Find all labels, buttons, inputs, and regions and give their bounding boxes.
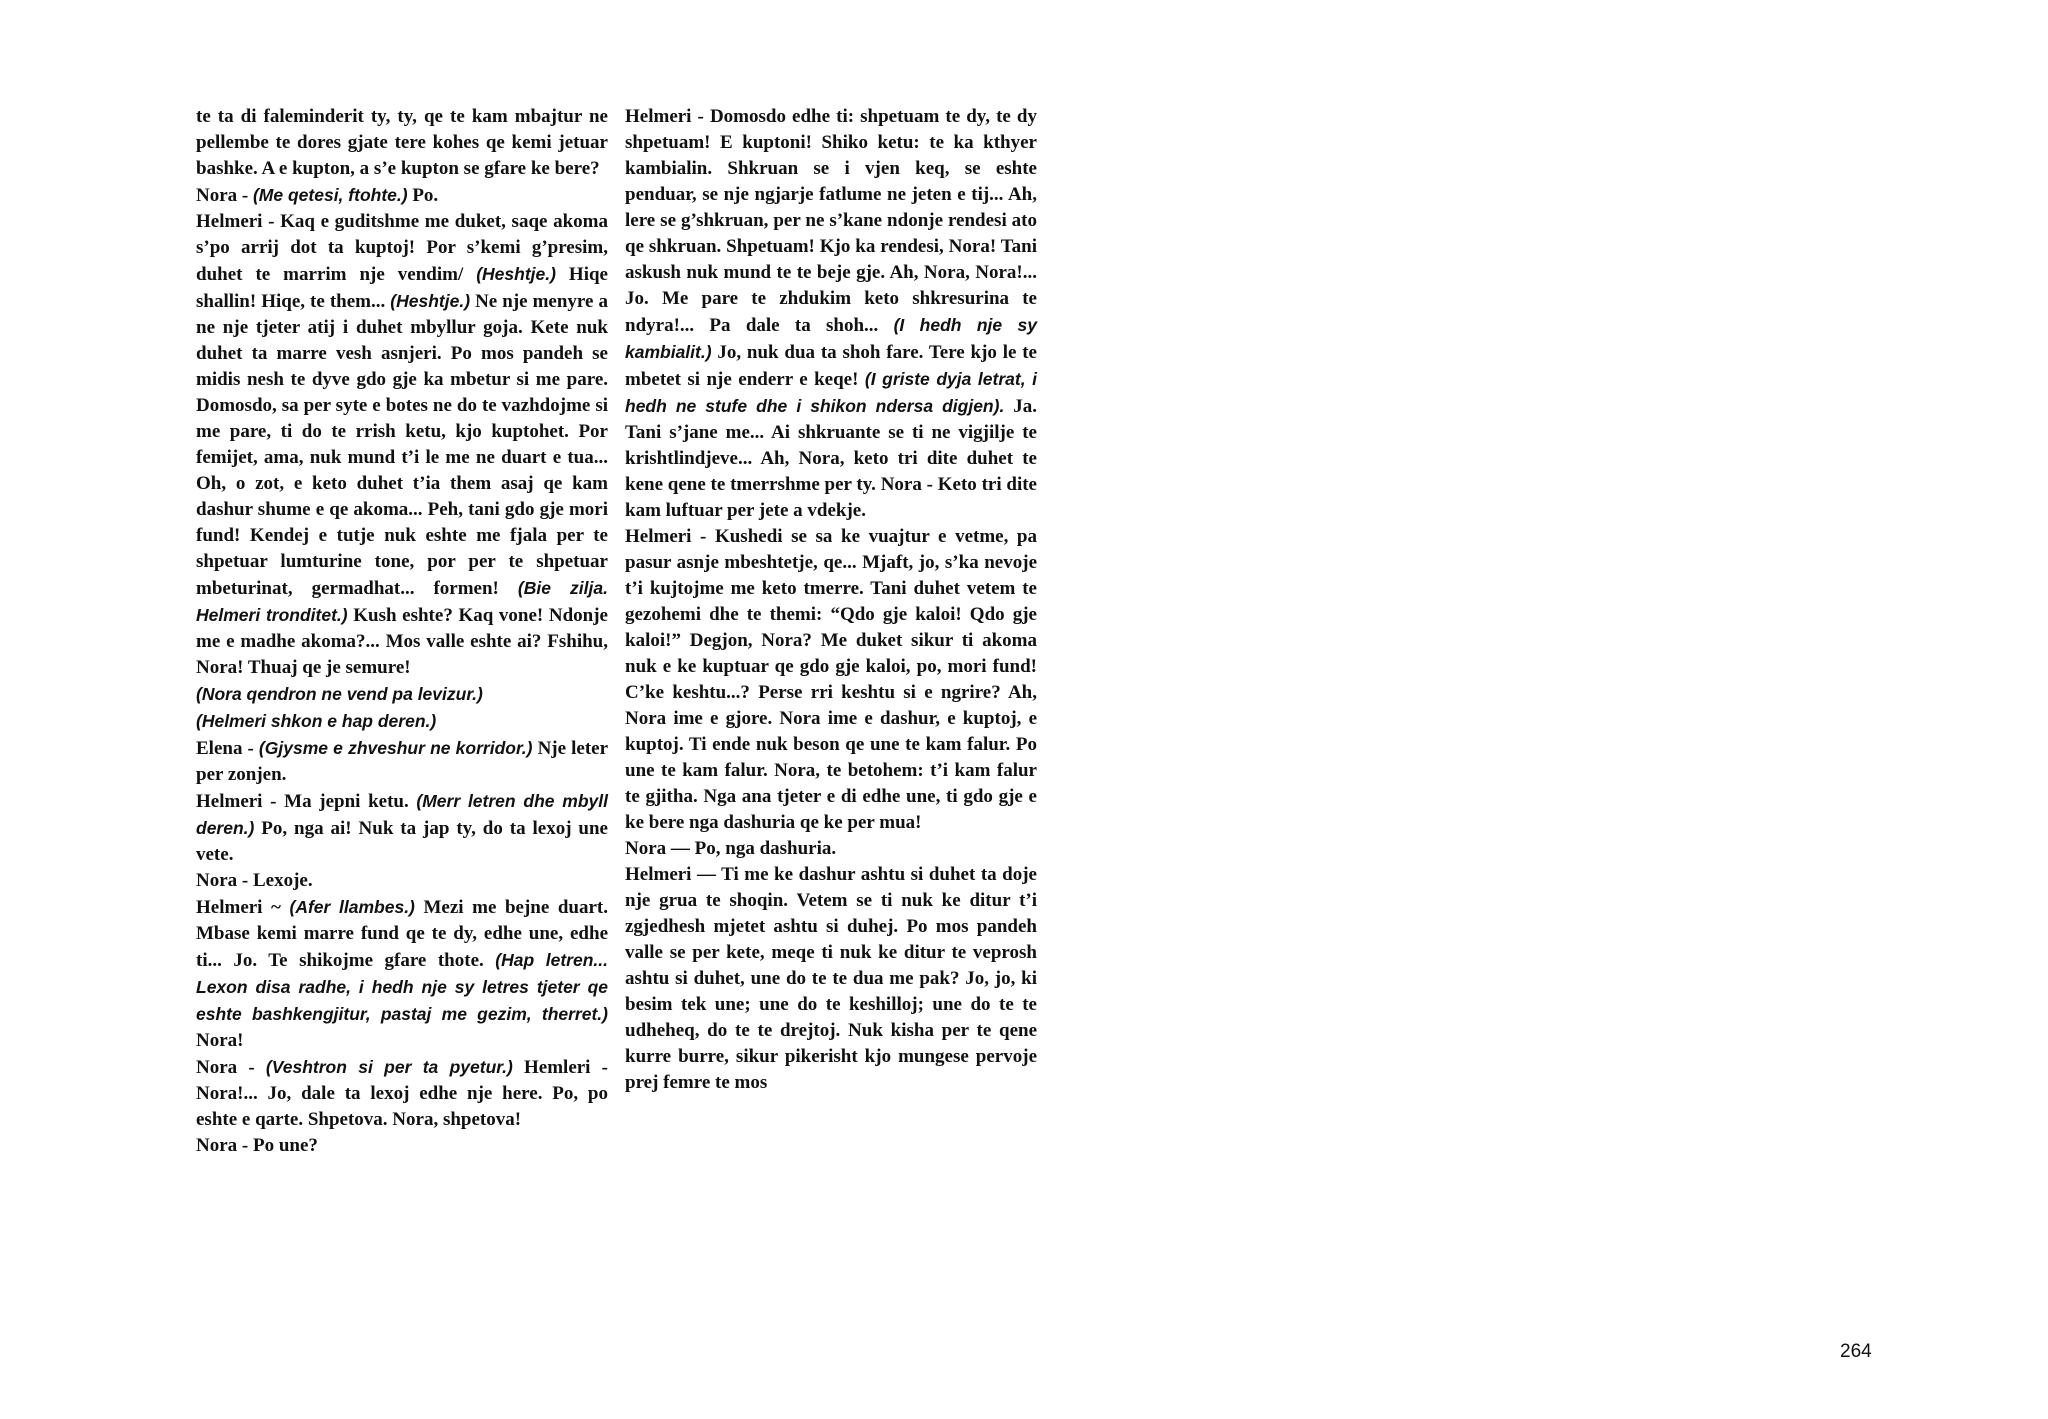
stage-direction: (Helmeri shkon e hap deren.) — [196, 711, 437, 731]
dialogue-text: Nje leter per zonjen. — [196, 738, 609, 785]
dialogue-text: Nora! — [196, 1030, 244, 1051]
dialogue-paragraph — [196, 708, 608, 735]
dialogue-paragraph — [196, 1133, 608, 1159]
dialogue-text: Nora — Po, nga dashuria. — [625, 838, 837, 859]
dialogue-paragraph — [196, 681, 608, 708]
stage-direction: (Hap letren... Lexon disa radhe, i hedh nje sy letres tjeter qe eshte bashkengjitur, pastaj me gezim, therret.) — [196, 950, 608, 1024]
dialogue-paragraph — [625, 524, 1037, 836]
left-column — [196, 104, 608, 1159]
dialogue-text: Helmeri - Kaq e guditshme me duket, saqe akoma s’po arrij dot ta kuptoj! Por s’kemi g’presim, duhet te marrim nje vendim/ — [196, 211, 608, 285]
dialogue-text: Hemleri - Nora!... Jo, dale ta lexoj edhe nje here. Po, po eshte e qarte. Shpetova. Nora, shpetova! — [196, 1057, 608, 1130]
right-column — [625, 104, 1037, 1096]
stage-direction: (Veshtron si per ta pyetur.) — [265, 1057, 513, 1077]
dialogue-text: Mezi me bejne duart. Mbase kemi marre fund qe te dy, edhe une, edhe ti... Jo. Te shikojme gfare thote. — [196, 897, 609, 971]
dialogue-paragraph — [196, 894, 608, 1054]
dialogue-text: Nora - — [196, 185, 253, 206]
stage-direction: (I griste dyja letrat, i hedh ne stufe dhe i shikon ndersa digjen). — [625, 369, 1038, 416]
stage-direction: (Me qetesi, ftohte.) — [252, 185, 408, 205]
dialogue-text: Kush eshte? Kaq vone! Ndonje me e madhe akoma?... Mos valle eshte ai? Fshihu, Nora! Thuaj qe je semure! — [196, 605, 608, 678]
stage-direction: (Heshtje.) — [476, 264, 556, 284]
dialogue-text: te ta di faleminderit ty, ty, qe te kam mbajtur ne pellembe te dores gjate tere kohes qe kemi jetuar bashke. A e kupton, a s’e kupton se gfare ke bere? — [196, 106, 608, 179]
dialogue-text: Po, nga ai! Nuk ta jap ty, do ta lexoj une vete. — [196, 818, 608, 865]
stage-direction: (Heshtje.) — [390, 291, 471, 311]
page-number: 264 — [1840, 1341, 1872, 1362]
dialogue-paragraph — [196, 788, 608, 868]
dialogue-text: Nora - Po une? — [196, 1135, 318, 1156]
dialogue-paragraph — [196, 209, 608, 681]
dialogue-paragraph — [625, 862, 1037, 1096]
stage-direction: (I hedh nje sy kambialit.) — [625, 315, 1037, 362]
stage-direction: (Nora qendron ne vend pa levizur.) — [196, 684, 483, 704]
dialogue-text: Elena - — [196, 738, 259, 759]
dialogue-paragraph — [196, 1054, 608, 1133]
dialogue-text: Helmeri - Ma jepni ketu. — [196, 791, 417, 812]
dialogue-text: Helmeri - Domosdo edhe ti: shpetuam te dy, te dy shpetuam! E kuptoni! Shiko ketu: te ka kthyer kambialin. Shkruan se i vjen keq, se eshte penduar, se nje ngjarje fatlume ne jeten e tij... Ah, lere se g’shkruan, per ne s’kane ndonje rendesi ato qe shkruan. Shpetuam! Kjo ka rendesi, Nora! Tani askush nuk mund te te beje gje. Ah, Nora, Nora!... Jo. Me pare te zhdukim keto shkresurina te ndyra!... Pa dale ta shoh... — [625, 106, 1037, 336]
dialogue-text: Hiqe shallin! Hiqe, te them... — [196, 264, 608, 312]
dialogue-paragraph — [196, 868, 608, 894]
stage-direction: (Gjysme e zhveshur ne korridor.) — [258, 738, 533, 758]
dialogue-text: Nora - Lexoje. — [196, 870, 313, 891]
dialogue-text: Nora - — [196, 1057, 266, 1078]
dialogue-text: Helmeri ~ — [196, 897, 290, 918]
dialogue-text: Po. — [407, 185, 439, 206]
dialogue-paragraph — [196, 735, 608, 788]
dialogue-text: Ja. Tani s’jane me... Ai shkruante se ti ne vigjilje te krishtlindjeve... Ah, Nora, keto tri dite duhet te kene qene te tmerrshme per ty. Nora - Keto tri dite kam luftuar per jete a vdekje. — [625, 396, 1038, 521]
dialogue-paragraph — [196, 104, 608, 182]
dialogue-paragraph — [196, 182, 608, 209]
dialogue-paragraph — [625, 104, 1037, 524]
dialogue-text: Helmeri - Kushedi se sa ke vuajtur e vetme, pa pasur asnje mbeshtetje, qe... Mjaft, jo, s’ka nevoje t’i kujtojme me keto tmerre. Tani duhet vetem te gezohemi dhe te themi: “Qdo gje kaloi! Qdo gje kaloi!” Degjon, Nora? Me duket sikur ti akoma nuk e ke kuptuar qe gdo gje kaloi, po, mori fund! C’ke keshtu...? Perse rri keshtu si e ngrire? Ah, Nora ime e gjore. Nora ime e dashur, e kuptoj, e kuptoj. Ti ende nuk beson qe une te kam falur. Po une te kam falur. Nora, te betohem: t’i kam falur te gjitha. Nga ana tjeter e di edhe une, ti gdo gje e ke bere nga dashuria qe ke per mua! — [625, 526, 1037, 833]
dialogue-paragraph — [625, 836, 1037, 862]
stage-direction: (Bie zilja. Helmeri tronditet.) — [196, 578, 608, 625]
dialogue-text: Ne nje menyre a ne nje tjeter atij i duhet mbyllur goja. Kete nuk duhet ta marre vesh asnjeri. Po mos pandeh se midis nesh te dyve gdo gje ka mbetur si me pare. Domosdo, sa per syte e botes ne do te vazhdojme si me pare, ti do te rrish ketu, kjo kuptohet. Por femijet, ama, nuk mund t’i le me ne duart e tua... Oh, o zot, e keto duhet t’ia them asaj qe kam dashur shume e qe akoma... Peh, tani gdo gje mori fund! Kendej e tutje nuk eshte me fjala per te shpetuar lumturine tone, por per te shpetuar mbeturinat, germadhat... formen! — [196, 291, 608, 599]
dialogue-text: Helmeri — Ti me ke dashur ashtu si duhet ta doje nje grua te shoqin. Vetem se ti nuk ke ditur t’i zgjedhesh mjetet ashtu si duhej. Po mos pandeh valle se per kete, meqe ti nuk ke ditur te veprosh ashtu si duhet, une do te te dua me pak? Jo, jo, ki besim tek une; une do te keshilloj; une do te te udheheq, do te te drejtoj. Nuk kisha per te qene kurre burre, sikur pikerisht kjo mungese pervoje prej femre te mos — [625, 864, 1037, 1093]
stage-direction: (Merr letren dhe mbyll deren.) — [196, 791, 608, 838]
stage-direction: (Afer llambes.) — [289, 897, 415, 917]
dialogue-text: Jo, nuk dua ta shoh fare. Tere kjo le te mbetet si nje enderr e keqe! — [625, 342, 1037, 390]
